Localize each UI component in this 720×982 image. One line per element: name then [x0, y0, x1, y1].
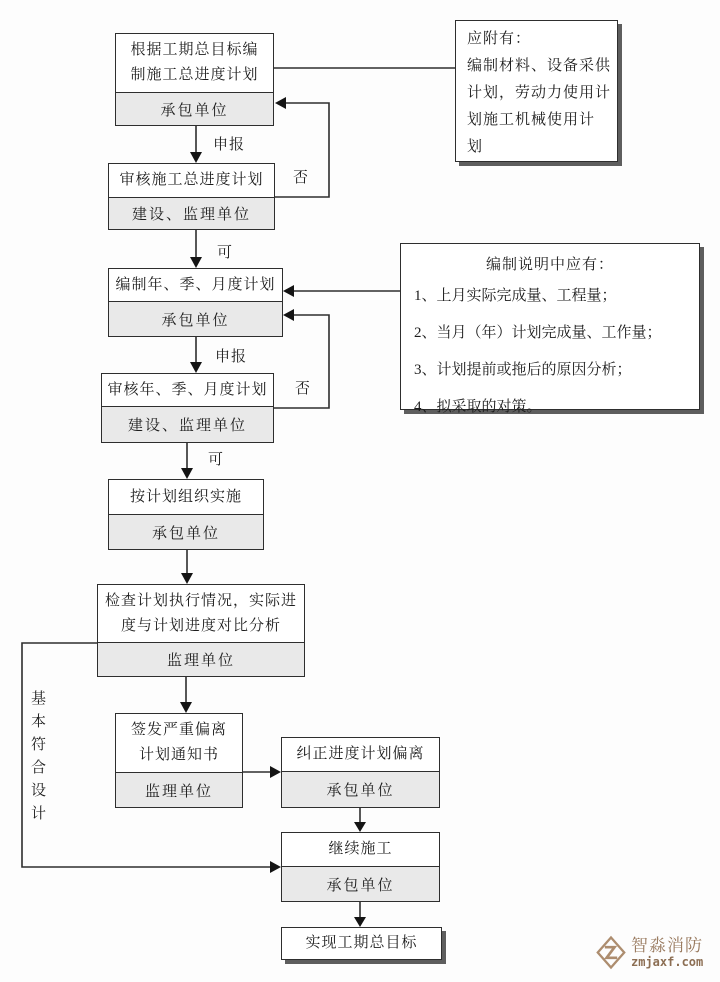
note-item: 2、当月（年）计划完成量、工作量； — [414, 325, 662, 341]
arrowhead-no-2 — [283, 309, 294, 321]
note-line: 编制材料、设备采供 — [467, 58, 612, 74]
node-review-periodic-plans — [101, 373, 274, 443]
node-title-line: 计划通知书 — [138, 747, 219, 763]
node-title-line: 实现工期总目标 — [305, 935, 418, 951]
node-actor: 承包单位 — [109, 514, 263, 549]
watermark — [596, 935, 703, 970]
node-compile-periodic-plans — [108, 268, 283, 337]
node-title — [102, 374, 273, 406]
node-implement-per-plan — [108, 479, 264, 550]
node-title — [109, 164, 274, 197]
node-actor: 建设、监理单位 — [109, 197, 274, 229]
node-actor: 承包单位 — [282, 771, 439, 807]
arrowhead-design-conform — [270, 861, 281, 873]
node-check-plan-execution — [97, 584, 305, 677]
brand-logo-icon — [596, 935, 626, 970]
arrowhead-yes-2 — [181, 468, 193, 479]
note-line: 应附有： — [467, 31, 532, 47]
label-declare-1: 申报 — [213, 137, 246, 153]
node-correct-deviation — [281, 737, 440, 808]
node-achieve-goal — [281, 927, 442, 960]
node-title-line: 审核年、季、月度计划 — [107, 381, 268, 398]
note-explanation — [400, 243, 700, 415]
node-actor: 承包单位 — [109, 301, 282, 336]
arrowhead-yes-1 — [190, 257, 202, 268]
node-title-line: 制施工总进度计划 — [130, 67, 259, 83]
arrowhead-declare-1 — [190, 152, 202, 163]
note-item: 3、计划提前或拖后的原因分析； — [414, 362, 632, 378]
label-yes-1: 可 — [217, 245, 234, 261]
note-item: 1、上月实际完成量、工程量； — [414, 288, 617, 304]
note-attachments — [455, 20, 618, 162]
note-line: 划 — [467, 139, 484, 155]
arrowhead-continue-goal — [354, 917, 366, 927]
node-title — [109, 480, 263, 514]
arrowhead-check — [180, 702, 192, 713]
node-actor: 监理单位 — [116, 772, 242, 807]
node-title-line: 纠正进度计划偏离 — [296, 746, 425, 762]
label-no-2: 否 — [295, 381, 312, 397]
node-title-line: 度与计划进度对比分析 — [120, 617, 281, 634]
arrowhead-explain-note — [283, 285, 294, 297]
node-title-line: 检查计划执行情况，实际进 — [104, 592, 297, 609]
arrowhead-no-1 — [275, 97, 286, 109]
note-line: 划施工机械使用计 — [467, 112, 596, 128]
watermark-site: zmjaxf.com — [631, 955, 704, 969]
note-line: 计划，劳动力使用计 — [467, 85, 612, 101]
node-title — [98, 585, 304, 642]
label-no-1: 否 — [293, 170, 310, 186]
label-yes-2: 可 — [208, 452, 225, 468]
node-compile-total-schedule — [115, 33, 274, 126]
arrowhead-correct-continue — [354, 822, 366, 832]
note-title: 编制说明中应有： — [485, 257, 614, 273]
node-review-total-schedule — [108, 163, 275, 230]
node-title-line: 按计划组织实施 — [129, 488, 242, 505]
node-actor: 监理单位 — [98, 642, 304, 676]
node-actor: 承包单位 — [116, 92, 273, 125]
node-title-line: 编制年、季、月度计划 — [115, 276, 276, 293]
node-title — [109, 269, 282, 301]
node-title-line: 根据工期总目标编 — [130, 42, 259, 58]
node-title-line: 继续施工 — [328, 841, 393, 857]
node-title — [116, 714, 242, 772]
node-title — [282, 928, 441, 959]
node-title-line: 签发严重偏离 — [130, 722, 227, 738]
arrowhead-declare-2 — [190, 362, 202, 373]
node-issue-deviation-notice — [115, 713, 243, 808]
arrowhead-issue-correct — [270, 766, 281, 778]
label-declare-2: 申报 — [215, 349, 248, 365]
node-title — [116, 34, 273, 92]
node-title — [282, 833, 439, 866]
label-design-conform: 基本符合设计 — [29, 690, 45, 828]
node-actor: 建设、监理单位 — [102, 406, 273, 442]
node-actor: 承包单位 — [282, 866, 439, 901]
node-continue-construction — [281, 832, 440, 902]
arrowhead-implement — [181, 573, 193, 584]
watermark-brand: 智淼消防 — [631, 936, 703, 955]
node-title — [282, 738, 439, 771]
watermark-text — [631, 937, 703, 968]
note-item: 4、拟采取的对策。 — [414, 399, 542, 415]
node-title-line: 审核施工总进度计划 — [119, 172, 264, 188]
